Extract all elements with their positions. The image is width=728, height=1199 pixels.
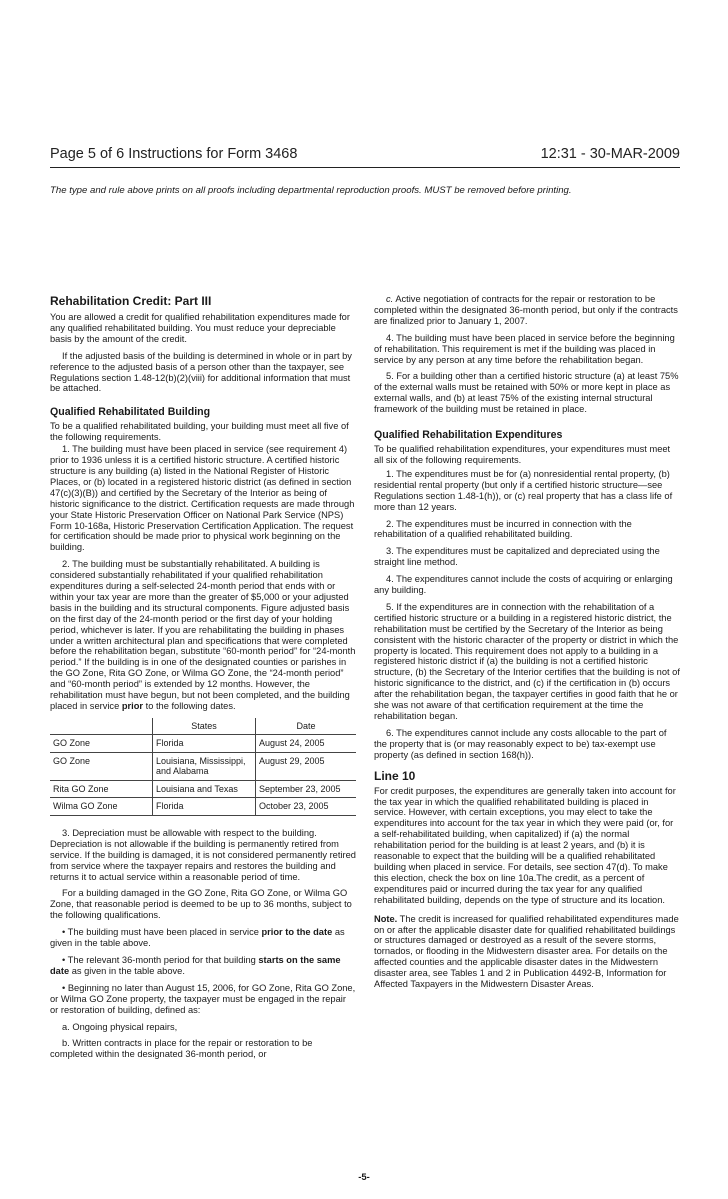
table-row — [50, 735, 356, 753]
proof-note: The type and rule above prints on all proofs including departmental reproduction proofs. MUST be removed before printing. — [50, 185, 572, 196]
table-row — [50, 780, 356, 798]
table-cell: Wilma GO Zone — [50, 798, 153, 816]
table-cell: Louisiana and Texas — [153, 780, 256, 798]
table-cell: Florida — [153, 798, 256, 816]
expenditure-4: 4. The expenditures cannot include the costs of acquiring or enlarging any building. — [374, 574, 673, 596]
bullet-engaged-repair: • Beginning no later than August 15, 2006, for GO Zone, Rita GO Zone, or Wilma GO Zone property, the taxpayer must be engaged in the repair or restoration of building, defined as: — [50, 982, 356, 1015]
right-column — [374, 294, 680, 996]
table-cell: GO Zone — [50, 735, 153, 753]
item-b: b. Written contracts in place for the repair or restoration to be completed within the designated 36-month period, or — [50, 1038, 313, 1060]
section-title: Rehabilitation Credit: Part III — [50, 294, 212, 308]
bullet-36-month-period: • The relevant 36-month period for that building starts on the same date as given in the table above. — [50, 954, 341, 976]
table-cell: GO Zone — [50, 752, 153, 780]
left-column — [50, 294, 356, 1066]
table-header-zone — [50, 718, 153, 735]
go-zone-table — [50, 718, 356, 816]
requirement-5: 5. For a building other than a certified historic structure (a) at least 75% of the external walls must be retained with 50% or more kept in place as external walls, and (b) at least 75% of the existing internal structural framework of the building must be retained in place. — [374, 371, 679, 415]
qre-intro: To be qualified rehabilitation expenditures, your expenditures must meet all six of the following requirements. — [374, 444, 671, 465]
expenditure-6: 6. The expenditures cannot include any costs allocable to the part of the property that is (or may reasonably expect to be) tax-exempt use property (as defined in section 168(h)). — [374, 727, 667, 760]
expenditure-3: 3. The expenditures must be capitalized and depreciated using the straight line method. — [374, 546, 660, 568]
qrb-intro: To be a qualified rehabilitated building, your building must meet all five of the following requirements. — [50, 421, 349, 443]
table-row — [50, 798, 356, 816]
expenditure-5: 5. If the expenditures are in connection with the rehabilitation of a certified historic structure or a building in a registered historic district, the rehabilitation must be certified by the Secretary of the Interior as being consistent with the historic character of the property or district in which the property is located. This requirement does not apply to a building in a registered historic district if (a) the building is not a certified historic structure, (b) the Secretary of the Interior certifies that the building is not of historic significance to the district, and (c) if the certification in (b) occurs after the rehabilitation began, the taxpayer certifies in good faith that he or she was not aware of that certification requirement at the time the rehabilitation began. — [374, 601, 680, 721]
item-c: c. Active negotiation of contracts for the repair or restoration to be completed within the designated 36-month period, but only if the contracts are finalized prior to January 1, 2007. — [374, 294, 678, 326]
page-number: -5- — [358, 1172, 370, 1183]
table-cell: September 23, 2005 — [256, 780, 357, 798]
intro-paragraph: You are allowed a credit for qualified rehabilitation expenditures made for any qualified rehabilitated building. You must reduce your depreciable basis by the amount of the credit. — [50, 312, 350, 344]
item-a: a. Ongoing physical repairs, — [62, 1021, 178, 1032]
go-zone-paragraph: For a building damaged in the GO Zone, Rita GO Zone, or Wilma GO Zone, that reasonable period is deemed to be up to 36 months, subject to the following qualifications. — [50, 888, 352, 921]
page-header — [50, 146, 680, 168]
line-10-paragraph: For credit purposes, the expenditures are generally taken into account for the tax year in which the qualified rehabilitated building is placed in service. However, with certain exceptions, you may elect to take the expenditures into account for the tax year in which they were paid (or, for a self-rehabilitated building, when capitalized) if (a) the normal rehabilitation period for the building is at least 2 years, and (b) it is reasonable to expect that the building will be a qualified rehabilitated building when placed in service. For details, see section 47(d). To make this election, check the box on line 10a.The credit, as a percent of expenditures paid or incurred during the tax year for any qualified rehabilitated building, depends on the type of structure and its location. — [374, 785, 676, 905]
requirement-1: 1. The building must have been placed in service (see requirement 4) prior to 1936 unless it is a certified historic structure. A certified historic structure is any building (a) listed in the National Register of Historic Places, or (b) located in a registered historic district (as defined in section 47(c)(3)(B)) and certified by the Secretary of the Interior as being of historic significance to the district. Certification requests are made through your State Historic Preservation Officer on National Park Service (NPS) Form 10-168a, Historic Preservation Certification Application. The request for certification should be made prior to physical work beginning on the building. — [50, 444, 355, 553]
header-timestamp: 12:31 - 30-MAR-2009 — [540, 146, 680, 162]
table-row — [50, 752, 356, 780]
requirement-3: 3. Depreciation must be allowable with respect to the building. Depreciation is not allowable if the building is permanently retired from service. If the building is damaged, it is not considered permanently retired from service where the taxpayer repairs and restores the building and returns it to actual service within a reasonable period of time. — [50, 827, 356, 882]
table-cell: Louisiana, Mississippi, and Alabama — [153, 752, 256, 780]
requirement-2: 2. The building must be substantially rehabilitated. A building is considered substantially rehabilitated if your qualified rehabilitation expenditures during a self-selected 24-month period that ends with or within your tax year are more than the greater of $5,000 or your adjusted basis in the building and its structural components. Figure adjusted basis on the first day of the 24-month period or the first day of your holding period, whichever is later. If you are rehabilitating the building in phases under a written architectural plan and specifications that were completed before the rehabilitation began, substitute “60-month period” for “24-month period.” If the building is in one of the designated counties or parishes in the GO Zone, Rita GO Zone, or Wilma GO Zone, the “24-month period” and “60-month period” is extended by 12 months. However, the rehabilitation must have begun, but not been completed, and the building placed in service prior to the following dates. — [50, 559, 356, 711]
header-rule — [50, 167, 680, 168]
table-cell: Florida — [153, 735, 256, 753]
note-paragraph: Note. The credit is increased for qualified rehabilitated expenditures made on or after the applicable disaster date for qualified rehabilitated buildings or structures damaged or destroyed as a result of the severe storms, tornados, or flooding in the Midwestern disaster area. For details on the affected counties and the applicable disaster dates in the Midwestern disaster area, see Tables 1 and 2 in Publication 4492-B, Information for Affected Taxpayers in the Midwestern Disaster Areas. — [374, 913, 679, 990]
table-cell: August 29, 2005 — [256, 752, 357, 780]
bullet-placed-in-service: • The building must have been placed in service prior to the date as given in the table above. — [50, 927, 345, 949]
qrb-heading: Qualified Rehabilitated Building — [50, 406, 211, 419]
qre-heading: Qualified Rehabilitation Expenditures — [374, 429, 563, 442]
requirement-4: 4. The building must have been placed in service before the beginning of rehabilitation. This requirement is met if the building was placed in service by any person at any time before the rehabilitation began. — [374, 332, 675, 365]
table-cell: October 23, 2005 — [256, 798, 357, 816]
expenditure-1: 1. The expenditures must be for (a) nonresidential rental property, (b) residential rental property (but only if a certified historic structure—see Regulations section 1.48-1(h)), or (c) real property that has a class life of more than 12 years. — [374, 468, 673, 512]
line-10-heading: Line 10 — [374, 768, 416, 783]
table-cell: August 24, 2005 — [256, 735, 357, 753]
table-cell: Rita GO Zone — [50, 780, 153, 798]
header-title: Page 5 of 6 Instructions for Form 3468 — [50, 146, 298, 162]
expenditure-2: 2. The expenditures must be incurred in connection with the rehabilitation of a qualified rehabilitated building. — [374, 518, 632, 540]
table-header-states: States — [153, 718, 256, 735]
table-header-date: Date — [256, 718, 357, 735]
table-header-row — [50, 718, 356, 735]
adjusted-basis-paragraph: If the adjusted basis of the building is determined in whole or in part by reference to the adjusted basis of a person other than the taxpayer, see Regulations section 1.48-12(b)(2)(viii) for additional information that must be attached. — [50, 350, 352, 394]
